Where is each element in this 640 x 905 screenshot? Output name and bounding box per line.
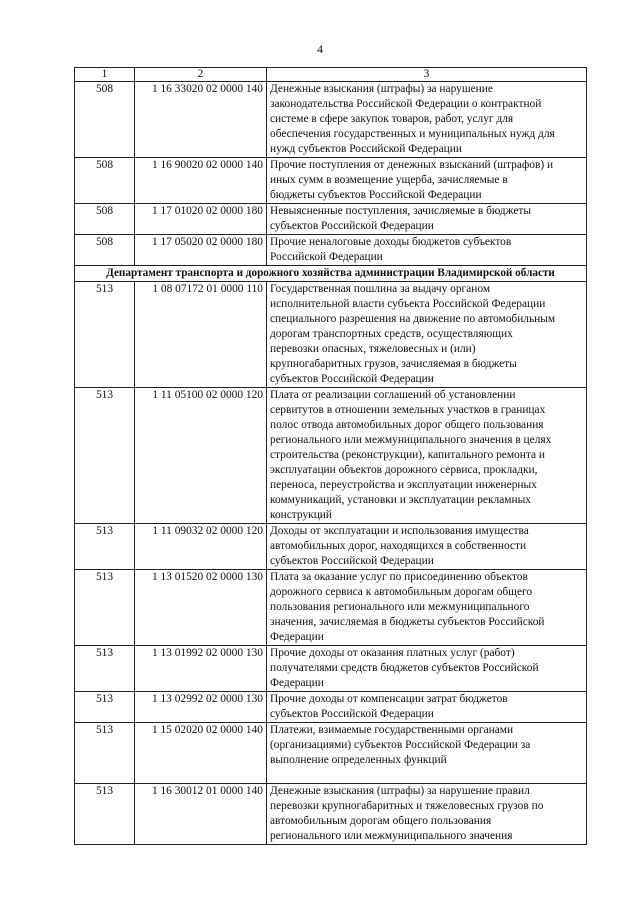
income-name-cell	[267, 692, 587, 723]
income-name-line: системе в сфере закупок товаров, работ, услуг для	[270, 113, 514, 125]
income-code-cell: 1 16 90020 02 0000 140	[135, 158, 267, 204]
income-name-cell	[267, 235, 587, 266]
table-row	[75, 784, 587, 845]
income-name-line: регионального или межмуниципального значения в целях	[270, 434, 552, 446]
income-name-line: Прочие поступления от денежных взысканий (штрафов) и	[270, 159, 554, 171]
table-row	[75, 282, 587, 388]
income-name-line: Прочие неналоговые доходы бюджетов субъектов	[270, 236, 512, 248]
income-code-cell: 1 08 07172 01 0000 110	[135, 282, 267, 388]
income-code-cell: 1 17 05020 02 0000 180	[135, 235, 267, 266]
admin-code-cell: 508	[75, 158, 135, 204]
admin-code-cell: 513	[75, 723, 135, 784]
income-name-line: Прочие доходы от компенсации затрат бюджетов	[270, 693, 508, 705]
income-name-cell	[267, 784, 587, 845]
income-name-cell	[267, 723, 587, 784]
admin-code-cell: 513	[75, 784, 135, 845]
income-code-cell: 1 11 05100 02 0000 120	[135, 388, 267, 524]
income-name-cell	[267, 646, 587, 692]
income-name-line: Плата за оказание услуг по присоединению объектов	[270, 571, 528, 583]
admin-code-cell: 513	[75, 692, 135, 723]
income-name-line: нужд субъектов Российской Федерации	[270, 143, 462, 155]
table-row	[75, 570, 587, 646]
income-code-cell: 1 16 33020 02 0000 140	[135, 82, 267, 158]
income-name-line: Невыясненные поступления, зачисляемые в бюджеты	[270, 205, 531, 217]
income-name-line: Денежные взыскания (штрафы) за нарушение правил	[270, 785, 530, 797]
income-name-line: обеспечения государственных и муниципальных нужд для	[270, 128, 555, 140]
page-number: 4	[317, 42, 323, 56]
header-row	[75, 68, 587, 82]
income-name-line: Федерации	[270, 631, 324, 643]
income-name-line: получателями средств бюджетов субъектов Российской	[270, 662, 539, 674]
income-name-line: субъектов Российской Федерации	[270, 708, 434, 720]
income-name-line: Федерации	[270, 677, 324, 689]
table-row	[75, 82, 587, 158]
income-name-line: бюджеты субъектов Российской Федерации	[270, 189, 482, 201]
income-name-line: дорожного сервиса к автомобильным дорогам общего	[270, 586, 533, 598]
income-name-line: перевозки опасных, тяжеловесных и (или)	[270, 343, 476, 355]
table-row	[75, 524, 587, 570]
income-name-line: строительства (реконструкции), капитального ремонта и	[270, 449, 545, 461]
income-name-line: субъектов Российской Федерации	[270, 220, 434, 232]
income-code-cell: 1 11 09032 02 0000 120	[135, 524, 267, 570]
table-row	[75, 646, 587, 692]
header-col-1: 1	[75, 68, 135, 82]
section-title: Департамент транспорта и дорожного хозяйства администрации Владимирской области	[75, 266, 587, 282]
income-name-line	[270, 768, 583, 783]
income-code-cell: 1 13 01520 02 0000 130	[135, 570, 267, 646]
income-name-cell	[267, 82, 587, 158]
income-name-line: Прочие доходы от оказания платных услуг (работ)	[270, 647, 515, 659]
income-name-line: переноса, переустройства и эксплуатации инженерных	[270, 479, 537, 491]
income-name-line: автомобильным дорогам общего пользования	[270, 815, 492, 827]
admin-code-cell: 513	[75, 282, 135, 388]
table-row	[75, 204, 587, 235]
income-name-line: иных сумм в возмещение ущерба, зачисляемые в	[270, 174, 508, 186]
admin-code-cell: 508	[75, 82, 135, 158]
income-name-line: эксплуатации объектов дорожного сервиса, прокладки,	[270, 464, 538, 476]
admin-code-cell: 508	[75, 204, 135, 235]
income-name-cell	[267, 388, 587, 524]
income-name-line: конструкций	[270, 509, 332, 521]
income-name-line: специального разрешения на движение по автомобильным	[270, 313, 556, 325]
admin-code-cell: 513	[75, 388, 135, 524]
table-row	[75, 388, 587, 524]
income-code-cell: 1 15 02020 02 0000 140	[135, 723, 267, 784]
table-row	[75, 235, 587, 266]
income-name-line: Платежи, взимаемые государственными органами	[270, 724, 514, 736]
table-row	[75, 723, 587, 784]
income-name-line: законодательства Российской Федерации о контрактной	[270, 98, 542, 110]
income-name-cell	[267, 282, 587, 388]
income-codes-table	[74, 67, 587, 845]
income-code-cell: 1 13 02992 02 0000 130	[135, 692, 267, 723]
income-name-line: Государственная пошлина за выдачу органом	[270, 283, 491, 295]
income-name-line: пользования регионального или межмуниципального	[270, 601, 530, 613]
income-name-line: дорогам транспортных средств, осуществляющих	[270, 328, 513, 340]
admin-code-cell: 513	[75, 524, 135, 570]
income-name-line: (организациями) субъектов Российской Федерации за	[270, 739, 531, 751]
income-name-cell	[267, 204, 587, 235]
income-name-line: выполнение определенных функций	[270, 754, 447, 766]
income-name-line: Российской Федерации	[270, 251, 383, 263]
income-code-cell: 1 13 01992 02 0000 130	[135, 646, 267, 692]
income-name-line: значения, зачисляемая в бюджеты субъектов Российской	[270, 616, 545, 628]
income-name-line: Плата от реализации соглашений об установлении	[270, 389, 516, 401]
income-name-line: крупногабаритных грузов, зачисляемая в бюджеты	[270, 358, 517, 370]
header-col-2: 2	[135, 68, 267, 82]
income-name-line: субъектов Российской Федерации	[270, 555, 434, 567]
income-name-line: полос отвода автомобильных дорог общего пользования	[270, 419, 544, 431]
income-name-line: Денежные взыскания (штрафы) за нарушение	[270, 83, 493, 95]
income-name-line: исполнительной власти субъекта Российской Федерации	[270, 298, 546, 310]
income-name-line: Доходы от эксплуатации и использования имущества	[270, 525, 529, 537]
income-name-line: регионального или межмуниципального значения	[270, 830, 513, 842]
admin-code-cell: 513	[75, 646, 135, 692]
income-code-cell: 1 16 30012 01 0000 140	[135, 784, 267, 845]
admin-code-cell: 513	[75, 570, 135, 646]
income-name-line: перевозки крупногабаритных и тяжеловесных грузов по	[270, 800, 544, 812]
income-name-cell	[267, 524, 587, 570]
income-name-line: субъектов Российской Федерации	[270, 373, 434, 385]
income-name-line: коммуникаций, установки и эксплуатации рекламных	[270, 494, 531, 506]
table-row	[75, 692, 587, 723]
header-col-3: 3	[267, 68, 587, 82]
income-code-cell: 1 17 01020 02 0000 180	[135, 204, 267, 235]
income-name-line: сервитутов в отношении земельных участков в границах	[270, 404, 546, 416]
income-name-line: автомобильных дорог, находящихся в собственности	[270, 540, 527, 552]
income-name-cell	[267, 570, 587, 646]
income-name-cell	[267, 158, 587, 204]
section-row	[75, 266, 587, 282]
admin-code-cell: 508	[75, 235, 135, 266]
table-row	[75, 158, 587, 204]
